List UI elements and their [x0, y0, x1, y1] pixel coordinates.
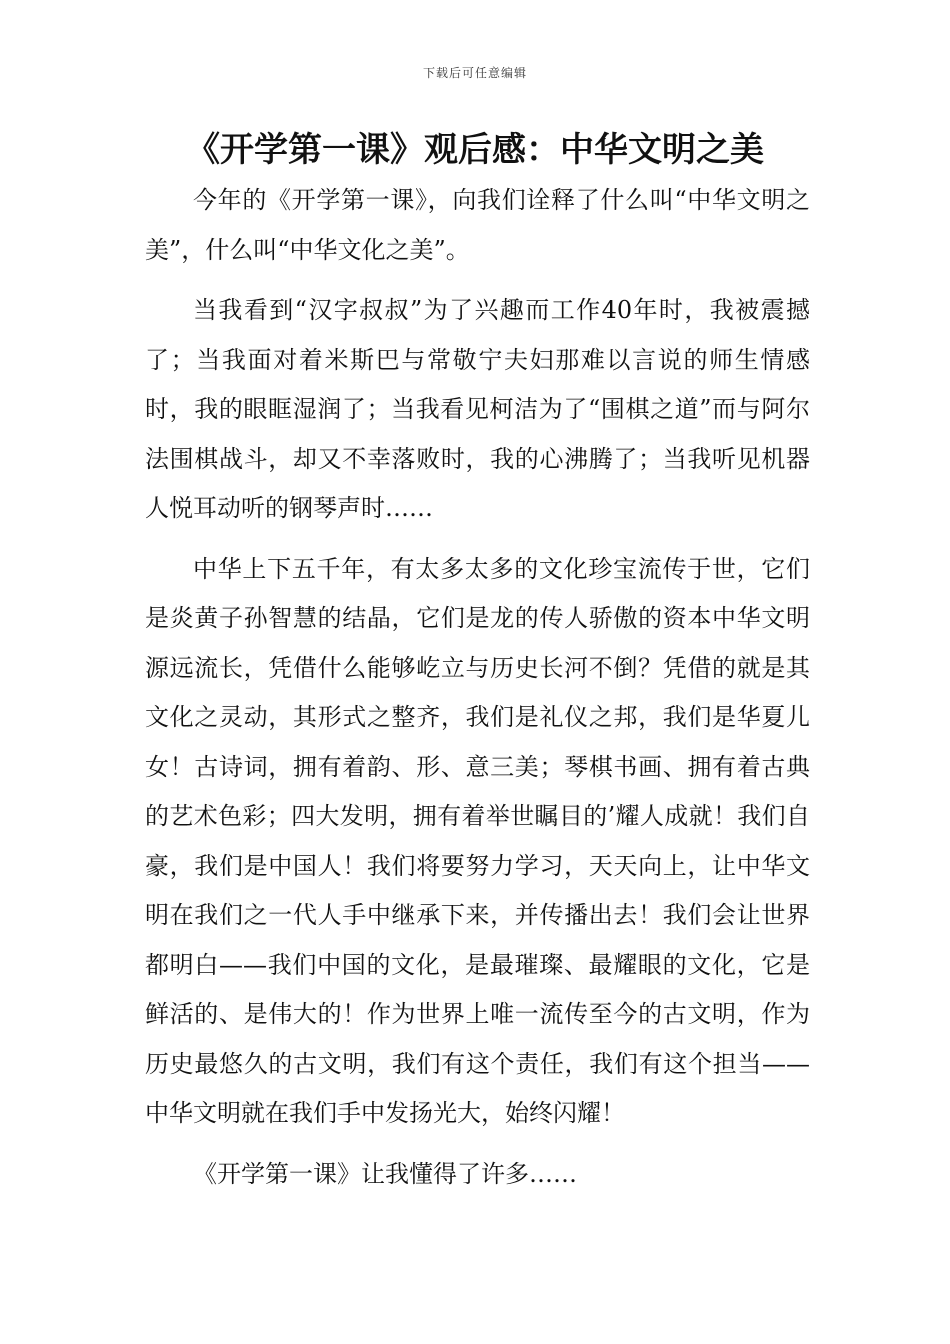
paragraph-3: 中华上下五千年，有太多太多的文化珍宝流传于世，它们是炎黄子孙智慧的结晶，它们是龙的传人骄傲的资本中华文明源远流长，凭借什么能够屹立与历史长河不倒？凭借的就是其文化之灵动，其形式之整齐，我们是礼仪之邦，我们是华夏儿女！古诗词，拥有着韵、形、意三美；琴棋书画、拥有着古典的艺术色彩；四大发明，拥有着举世瞩目的’耀人成就！我们自豪，我们是中国人！我们将要努力学习，天天向上，让中华文明在我们之一代人手中继承下来，并传播出去！我们会让世界都明白——我们中国的文化，是最璀璨、最耀眼的文化，它是鲜活的、是伟大的！作为世界上唯一流传至今的古文明，作为历史最悠久的古文明，我们有这个责任，我们有这个担当——中华文明就在我们手中发扬光大，始终闪耀！ [145, 554, 810, 1127]
paragraph-1: 今年的《开学第一课》，向我们诠释了什么叫“中华文明之美”，什么叫“中华文化之美”。 [145, 186, 810, 264]
paragraph-2: 当我看到“汉字叔叔”为了兴趣而工作40年时，我被震撼了；当我面对着米斯巴与常敬宁夫妇那难以言说的师生情感时，我的眼眶湿润了；当我看见柯洁为了“围棋之道”而与阿尔法围棋战斗，却又不幸落败时，我的心沸腾了；当我听见机器人悦耳动听的钢琴声时…… [145, 296, 810, 522]
paragraph-4: 《开学第一课》让我懂得了许多…… [193, 1159, 577, 1188]
document-body [145, 176, 810, 1199]
header-note: 下载后可任意编辑 [422, 66, 527, 80]
document-title: 《开学第一课》观后感：中华文明之美 [186, 130, 764, 170]
